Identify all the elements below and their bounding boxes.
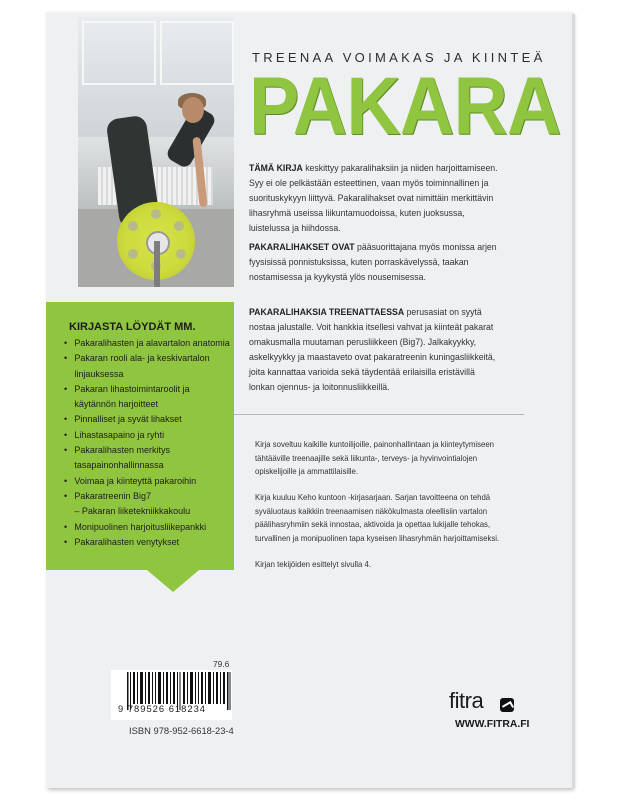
intro-lead-1: TÄMÄ KIRJA [249,162,303,173]
cover-photo [78,17,234,287]
list-item-label: Pakaralihasten merkitys [74,445,171,457]
plate-hole [174,221,184,231]
list-item-label: käytännön harjoitteet [74,399,159,411]
athlete-head [182,97,204,123]
list-item [64,428,222,443]
contents-box [46,302,234,570]
list-item-label: Pakaralihasten ja alavartalon anatomia [74,338,230,349]
list-item-label: Monipuolinen harjoitusliikepankki [74,521,207,533]
list-item-label: Pakaran rooli ala- ja keskivartalon [74,353,210,365]
contents-list [64,336,232,550]
plate-hole [151,209,161,219]
intro-paragraph-2 [249,239,502,284]
list-item [64,412,222,427]
list-item-label: Pakaran lihastoimintaroolit ja [74,383,190,395]
list-item-label: linjauksessa [74,368,124,380]
intro-lead-3: PAKARALIHAKSIA TREENATTAESSA [249,306,405,317]
price-code: 79.6 [213,659,230,669]
intro-paragraph-1 [249,160,502,235]
intro-text-1: keskittyy pakaralihaksiin ja niiden harjoittamiseen. Syy ei ole pelkästään esteettinen, vaan myös toiminnallinen ja suorituskykyyn liittyvä. Pakaralihakset ovat nimittäin merkittävin lihasryhmä useissa liikuntamuodoissa, kuten juoksussa, luistelussa ja hiihdossa. [249,162,498,233]
list-item [64,535,222,550]
list-item-label: – Pakaran liiketekniikkakoulu [74,506,191,518]
plate-hole [128,249,138,259]
list-item-label: Pakaratreenin Big7 [74,490,152,502]
list-item [64,489,222,504]
fitra-logo-icon [500,698,514,712]
contents-heading: KIRJASTA LÖYDÄT MM. [69,321,196,333]
window-pane [160,21,234,85]
isbn-number: ISBN 978-952-6618-23-4 [129,725,234,736]
list-item [64,382,222,397]
barcode-digits: 9 789526 618234 [118,703,206,714]
intro-paragraph-3 [249,304,502,394]
list-item-label: tasapainonhallinnassa [74,460,164,472]
bullet-icon: • [64,475,68,487]
bullet-icon: • [64,521,68,533]
list-item-label: Lihastasapaino ja ryhti [74,429,165,441]
list-item [64,336,230,351]
list-item-label: Pinnalliset ja syvät lihakset [74,414,182,426]
intro-text-2: pääsuorittajana myös monissa arjen fyysisissä ponnistuksissa, kuten porraskävelyssä, taakan nostamisessa ja kyykystä ylös nousemisessa. [249,241,497,282]
section-divider [234,414,524,415]
bullet-icon: • [64,414,68,426]
audience-paragraph: Kirja soveltuu kaikille kuntoilijoille, painonhallintaan ja kiinteytymiseen tähtääville treenaajille sekä liikunta-, terveys- ja hyvinvointialojen opiskelijoille ja ammattilaisille. [255,439,494,477]
barbell-bar [154,241,160,287]
list-item [64,351,222,366]
list-item [64,474,222,489]
list-item [64,443,222,458]
authors-note: Kirjan tekijöiden esittelyt sivulla 4. [255,559,372,569]
publisher-website: WWW.FITRA.FI [455,719,530,730]
intro-lead-2: PAKARALIHAKSET OVAT [249,241,355,252]
contents-arrow-icon [147,570,199,592]
bullet-icon: • [64,338,68,349]
list-item [64,504,222,519]
cover-supertitle: TREENAA VOIMAKAS JA KIINTEÄ [252,50,546,65]
series-paragraph: Kirja kuuluu Keho kuntoon -kirjasarjaan. Sarjan tavoitteena on tehdä syväluotaus kaikkiin treenaamisen näkökulmasta oleellisiin vartalon päälihasryhmiin sekä innostaa, aktivoida ja opettaa lukijalle tehokas, turvallinen ja monipuolinen tapa kyseisen lihasryhmän harjoittamiseksi. [255,492,500,543]
list-item-label: Pakaralihasten venytykset [74,536,180,548]
bullet-icon: • [64,536,68,548]
intro-text-3: perusasiat on syytä nostaa jalustalle. Voit hankkia itsellesi vahvat ja kiinteät pakarat omakusmalla muutaman perusliikkeen (Big7). Jalkakyykky, askelkyykky ja maastaveto ovat pakaratreenin kuningasliikkeitä, joita kannattaa varioida sekä täydentää erilaisilla eristävillä lonkan ojennus- ja loitonnusliikkeillä. [249,306,496,392]
bullet-icon: • [64,490,68,502]
window-pane [82,21,156,85]
cover-title: PAKARA [249,61,561,152]
list-item [64,458,222,473]
list-item [64,520,222,535]
book-edge [572,14,575,788]
list-item-label: Voimaa ja kiinteyttä pakaroihin [74,475,197,487]
plate-hole [128,221,138,231]
publisher-logo: fitra [449,688,484,713]
list-item [64,367,222,382]
list-item [64,397,222,412]
bullet-icon: • [64,445,68,457]
bullet-icon: • [64,353,68,365]
bullet-icon: • [64,429,68,441]
bullet-icon: • [64,383,68,395]
plate-hole [176,249,186,259]
